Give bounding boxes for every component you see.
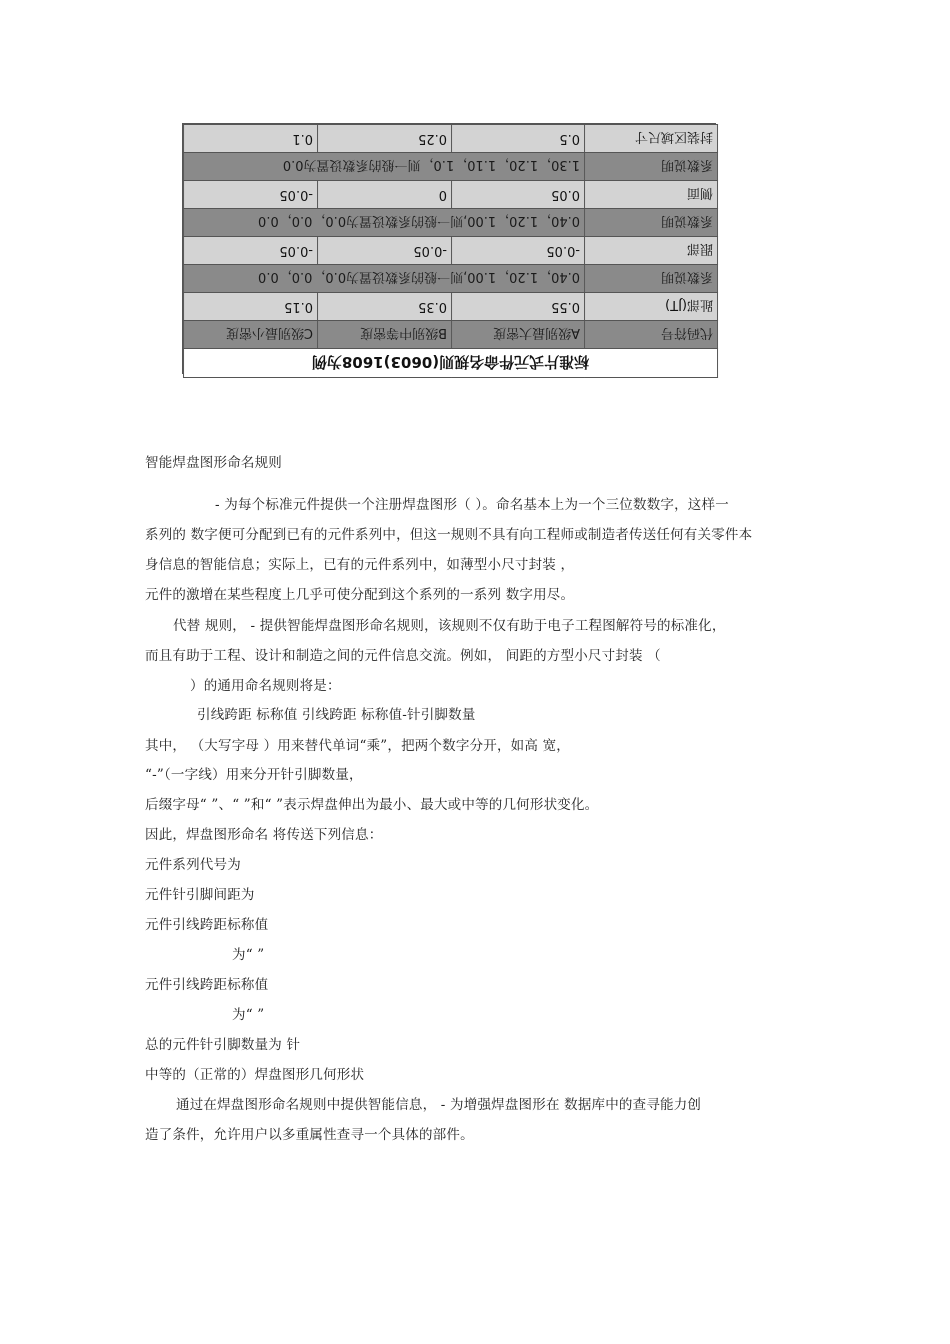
paragraph-line: 代替 规则， - 提供智能焊盘图形命名规则，该规则不仅有助于电子工程图解符号的标准化， — [173, 618, 726, 634]
table-cell: -0.05 — [184, 181, 318, 209]
paragraph-line: 元件引线跨距标称值 — [145, 917, 269, 933]
table-cell: 0.40，1.20，1.00,则一般的系数设置为0.0，0.0，0.0 — [184, 265, 585, 293]
table-row — [184, 265, 718, 293]
table-cell: 0.55 — [452, 293, 585, 321]
paragraph-line: 元件系列代号为 — [145, 857, 241, 873]
table-cell: 系数说明 — [585, 153, 718, 181]
paragraph-line: 系列的 数字便可分配到已有的元件系列中，但这一规则不具有向工程师或制造者传送任何有关零件本 — [145, 527, 753, 543]
paragraph-line: “-”（一字线）用来分开针引脚数量， — [145, 767, 363, 783]
paragraph-line: 为“ ” — [232, 1007, 265, 1023]
table-cell: 封装区域尺寸 — [585, 125, 718, 153]
table-row — [184, 321, 718, 349]
table-cell: 系数说明 — [585, 209, 718, 237]
table-cell: 代码符号 — [585, 321, 718, 349]
paragraph-line: 元件针引脚间距为 — [145, 887, 255, 903]
table-cell: B级别中等密度 — [318, 321, 452, 349]
paragraph-line: 为“ ” — [232, 947, 265, 963]
land-pattern-table — [183, 124, 718, 378]
table-cell: 0.25 — [318, 125, 452, 153]
table-cell: 0.5 — [452, 125, 585, 153]
paragraph-line: 造了条件，允许用户以多重属性查寻一个具体的部件。 — [145, 1127, 474, 1143]
table-cell: 0.1 — [184, 125, 318, 153]
table-cell: 0.40，1.20，1.00,则一般的系数设置为0.0，0.0，0.0 — [184, 209, 585, 237]
table-cell: C级别最小密度 — [184, 321, 318, 349]
table-row — [184, 349, 718, 378]
table-cell: 0.15 — [184, 293, 318, 321]
table-cell: 跟部 — [585, 237, 718, 265]
flipped-table — [182, 123, 716, 374]
table-row — [184, 125, 718, 153]
table-row — [184, 237, 718, 265]
paragraph-line: 引线跨距 标称值 引线跨距 标称值-针引脚数量 — [197, 707, 476, 723]
table-cell: 1.30，1.20，1.10，1.0，则一般的系数设置为0.0 — [184, 153, 585, 181]
table-row — [184, 181, 718, 209]
table-cell: A级别最大密度 — [452, 321, 585, 349]
paragraph-line: 元件引线跨距标称值 — [145, 977, 269, 993]
table-cell: 0 — [318, 181, 452, 209]
paragraph-line: 后缀字母“ ”、“ ”和“ ”表示焊盘伸出为最小、最大或中等的几何形状变化。 — [145, 797, 599, 813]
table-cell: 0.35 — [318, 293, 452, 321]
paragraph-line: 因此，焊盘图形命名 将传送下列信息： — [145, 827, 383, 843]
table-cell: 系数说明 — [585, 265, 718, 293]
table-row — [184, 153, 718, 181]
table-title-cell: 标准片式元件命名规则(0603)1608为例 — [184, 349, 718, 378]
paragraph-line: 总的元件针引脚数量为 针 — [145, 1037, 301, 1053]
paragraph-line: - 为每个标准元件提供一个注册焊盘图形（ ）。命名基本上为一个三位数数字，这样一 — [215, 497, 729, 513]
table-cell: -0.05 — [452, 237, 585, 265]
paragraph-line: 而且有助于工程、设计和制造之间的元件信息交流。例如， 间距的方型小尺寸封装 （ — [145, 648, 661, 664]
paragraph-line: 元件的激增在某些程度上几乎可使分配到这个系列的一系列 数字用尽。 — [145, 587, 575, 603]
table-row — [184, 293, 718, 321]
table-cell: -0.05 — [318, 237, 452, 265]
table-cell: -0.05 — [184, 237, 318, 265]
table-cell: 侧面 — [585, 181, 718, 209]
paragraph-line: 身信息的智能信息；实际上，已有的元件系列中，如薄型小尺寸封装 ， — [145, 557, 575, 573]
paragraph-line: 其中， （大写字母 ）用来替代单词“乘”，把两个数字分开，如高 宽， — [145, 738, 570, 754]
table-cell: 0.05 — [452, 181, 585, 209]
table-cell: 趾部(JT) — [585, 293, 718, 321]
table-row — [184, 209, 718, 237]
section-heading: 智能焊盘图形命名规则 — [145, 455, 282, 471]
paragraph-line: 中等的（正常的）焊盘图形几何形状 — [145, 1067, 365, 1083]
paragraph-line: ）的通用命名规则将是： — [190, 678, 341, 694]
paragraph-line: 通过在焊盘图形命名规则中提供智能信息， - 为增强焊盘图形在 数据库中的查寻能力创 — [176, 1097, 702, 1113]
